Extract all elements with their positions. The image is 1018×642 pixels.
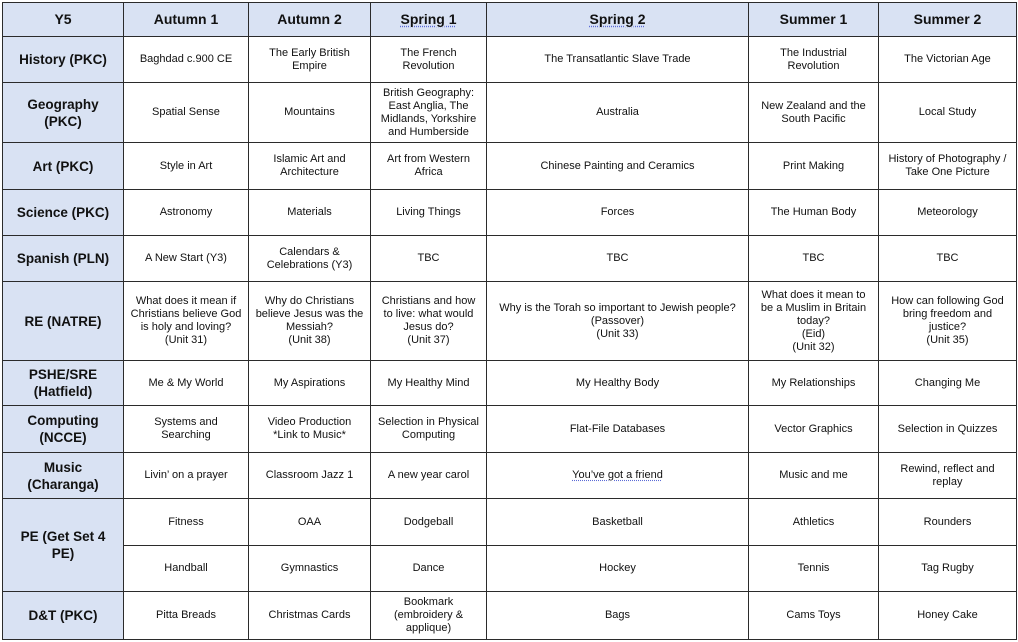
cell-music-summer-1: Music and me [749,453,879,499]
cell-geography-summer-2: Local Study [879,83,1017,143]
header-autumn-2: Autumn 2 [249,3,371,37]
cell-computing-autumn-1: Systems and Searching [124,406,249,453]
cell-pshe-spring-2: My Healthy Body [487,361,749,406]
cell-spanish-spring-1: TBC [371,236,487,282]
header-autumn-1: Autumn 1 [124,3,249,37]
header-spring-2-text: Spring 2 [589,11,646,27]
cell-dt-spring-2: Bags [487,592,749,640]
cell-pe2-summer-2: Tag Rugby [879,546,1017,592]
cell-pe1-spring-1: Dodgeball [371,499,487,546]
cell-geography-summer-1: New Zealand and the South Pacific [749,83,879,143]
table-row [3,406,1017,453]
cell-science-spring-2: Forces [487,190,749,236]
table-row [3,546,1017,592]
cell-pe1-spring-2: Basketball [487,499,749,546]
table-row [3,282,1017,361]
cell-dt-summer-1: Cams Toys [749,592,879,640]
cell-science-summer-2: Meteorology [879,190,1017,236]
curriculum-table [2,2,1017,640]
table-row [3,83,1017,143]
cell-music-spring-2-text: You’ve got a friend [572,469,663,481]
cell-pe2-summer-1: Tennis [749,546,879,592]
cell-music-spring-2 [487,453,749,499]
cell-re-autumn-1: What does it mean if Christians believe God is holy and loving? (Unit 31) [124,282,249,361]
cell-pshe-autumn-2: My Aspirations [249,361,371,406]
cell-re-spring-2: Why is the Torah so important to Jewish people? (Passover) (Unit 33) [487,282,749,361]
cell-geography-spring-2: Australia [487,83,749,143]
cell-spanish-autumn-1: A New Start (Y3) [124,236,249,282]
cell-science-autumn-1: Astronomy [124,190,249,236]
cell-music-autumn-2: Classroom Jazz 1 [249,453,371,499]
table-row [3,499,1017,546]
cell-dt-spring-1: Bookmark (embroidery & applique) [371,592,487,640]
cell-dt-autumn-1: Pitta Breads [124,592,249,640]
cell-science-summer-1: The Human Body [749,190,879,236]
cell-art-summer-1: Print Making [749,143,879,190]
cell-history-autumn-2: The Early British Empire [249,37,371,83]
header-spring-2 [487,3,749,37]
table-row [3,361,1017,406]
subject-pshe: PSHE/SRE (Hatfield) [3,361,124,406]
header-spring-1 [371,3,487,37]
cell-re-summer-1: What does it mean to be a Muslim in Britain today? (Eid) (Unit 32) [749,282,879,361]
cell-history-spring-2: The Transatlantic Slave Trade [487,37,749,83]
header-row [3,3,1017,37]
subject-pe: PE (Get Set 4 PE) [3,499,124,592]
cell-art-autumn-1: Style in Art [124,143,249,190]
cell-history-summer-2: The Victorian Age [879,37,1017,83]
subject-art: Art (PKC) [3,143,124,190]
cell-art-autumn-2: Islamic Art and Architecture [249,143,371,190]
cell-computing-spring-2: Flat-File Databases [487,406,749,453]
cell-dt-summer-2: Honey Cake [879,592,1017,640]
cell-spanish-spring-2: TBC [487,236,749,282]
cell-science-autumn-2: Materials [249,190,371,236]
cell-pe2-spring-1: Dance [371,546,487,592]
cell-pshe-autumn-1: Me & My World [124,361,249,406]
cell-history-summer-1: The Industrial Revolution [749,37,879,83]
cell-spanish-autumn-2: Calendars & Celebrations (Y3) [249,236,371,282]
cell-re-autumn-2: Why do Christians believe Jesus was the Messiah? (Unit 38) [249,282,371,361]
cell-computing-spring-1: Selection in Physical Computing [371,406,487,453]
subject-spanish: Spanish (PLN) [3,236,124,282]
header-spring-1-text: Spring 1 [400,11,457,27]
header-year: Y5 [3,3,124,37]
cell-art-spring-2: Chinese Painting and Ceramics [487,143,749,190]
cell-re-spring-1: Christians and how to live: what would Jesus do? (Unit 37) [371,282,487,361]
header-summer-2: Summer 2 [879,3,1017,37]
cell-re-summer-2: How can following God bring freedom and justice? (Unit 35) [879,282,1017,361]
cell-pe1-summer-2: Rounders [879,499,1017,546]
cell-pe1-summer-1: Athletics [749,499,879,546]
subject-re: RE (NATRE) [3,282,124,361]
cell-pe2-spring-2: Hockey [487,546,749,592]
cell-geography-spring-1: British Geography: East Anglia, The Midlands, Yorkshire and Humberside [371,83,487,143]
cell-pe2-autumn-2: Gymnastics [249,546,371,592]
cell-pshe-spring-1: My Healthy Mind [371,361,487,406]
subject-science: Science (PKC) [3,190,124,236]
cell-history-spring-1: The French Revolution [371,37,487,83]
cell-pshe-summer-2: Changing Me [879,361,1017,406]
table-row [3,190,1017,236]
cell-spanish-summer-2: TBC [879,236,1017,282]
cell-geography-autumn-1: Spatial Sense [124,83,249,143]
cell-art-spring-1: Art from Western Africa [371,143,487,190]
table-row [3,236,1017,282]
cell-computing-autumn-2: Video Production *Link to Music* [249,406,371,453]
cell-pe2-autumn-1: Handball [124,546,249,592]
cell-music-spring-1: A new year carol [371,453,487,499]
cell-music-summer-2: Rewind, reflect and replay [879,453,1017,499]
cell-pshe-summer-1: My Relationships [749,361,879,406]
table-row [3,37,1017,83]
header-summer-1: Summer 1 [749,3,879,37]
cell-art-summer-2: History of Photography / Take One Picture [879,143,1017,190]
subject-computing: Computing (NCCE) [3,406,124,453]
cell-pe1-autumn-2: OAA [249,499,371,546]
cell-history-autumn-1: Baghdad c.900 CE [124,37,249,83]
cell-dt-autumn-2: Christmas Cards [249,592,371,640]
cell-music-autumn-1: Livin’ on a prayer [124,453,249,499]
cell-geography-autumn-2: Mountains [249,83,371,143]
subject-geography: Geography (PKC) [3,83,124,143]
cell-science-spring-1: Living Things [371,190,487,236]
subject-dt: D&T (PKC) [3,592,124,640]
table-row [3,453,1017,499]
cell-pe1-autumn-1: Fitness [124,499,249,546]
table-row [3,592,1017,640]
subject-music: Music (Charanga) [3,453,124,499]
cell-computing-summer-1: Vector Graphics [749,406,879,453]
table-row [3,143,1017,190]
cell-spanish-summer-1: TBC [749,236,879,282]
cell-computing-summer-2: Selection in Quizzes [879,406,1017,453]
subject-history: History (PKC) [3,37,124,83]
